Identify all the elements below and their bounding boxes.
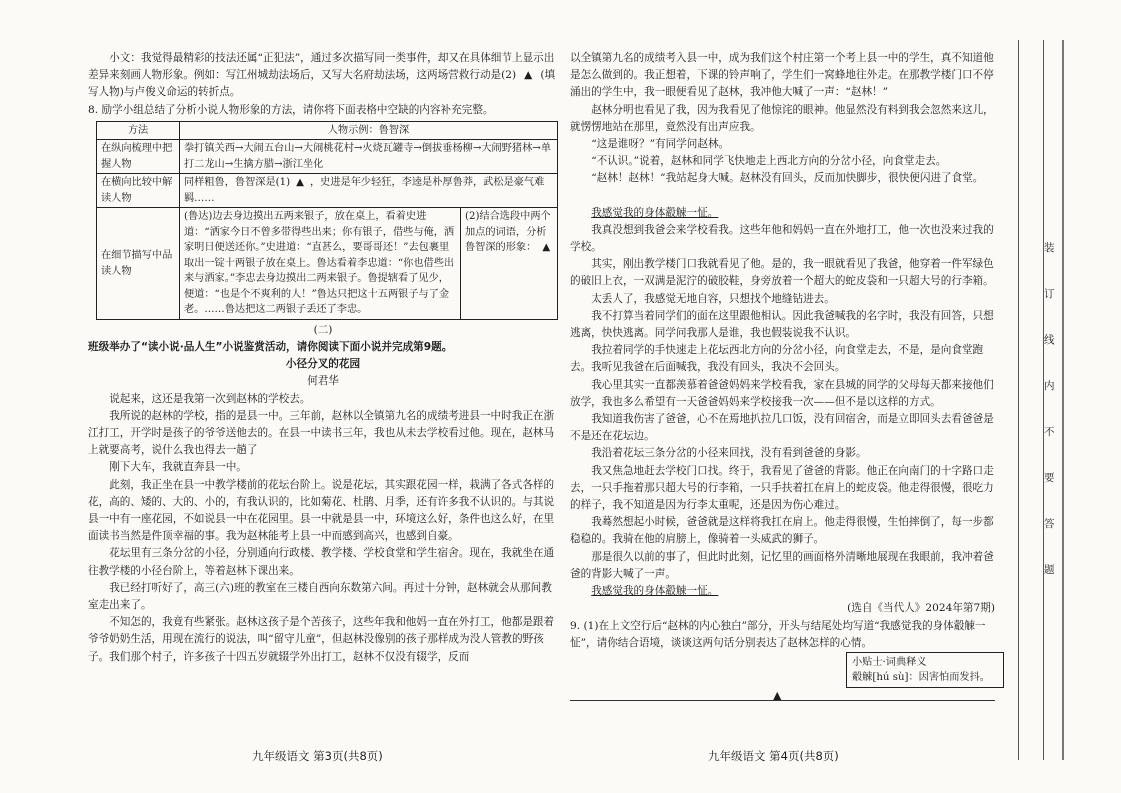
method-table xyxy=(96,121,558,320)
blank-line xyxy=(570,188,995,205)
story-paragraph: 我又焦急地赶去学校门口找。终于，我看见了爸爸的背影。他正在向南门的十字路口走去，一只手拖着那只超大号的行李箱，一只手扶着扛在肩上的蛇皮袋。他走得很慢，很吃力的样子，我不知道是因为行李太重呢，还是因为伤心难过。 xyxy=(570,464,994,512)
question-9-intro: 班级举办了“读小说·品人生”小说鉴赏活动，请你阅读下面小说并完成第9题。 xyxy=(88,341,453,354)
story-paragraph: 不知怎的，我竟有些紧张。赵林这孩子是个苦孩子，这些年我和他妈一直在外打工，他都是跟着爷爷奶奶生活，用现在流行的说法，叫“留守儿童”，但赵林没像别的孩子那样成为没人管教的野孩子。我们那个村子，许多孩子十四五岁就辍学外出打工，赵林不仅没有辍学，反而 xyxy=(88,616,555,663)
method-cell: 在纵向梳理中把握人物 xyxy=(97,140,180,174)
page4-column xyxy=(570,50,995,652)
story-paragraph: 我已经打听好了，高三(六)班的教室在三楼自西向东数第六间。再过十分钟，赵林就会从那间教室走出来了。 xyxy=(88,581,552,612)
binding-label xyxy=(1044,240,1058,608)
story-paragraph: 我心里其实一直都羡慕着爸爸妈妈来学校看我，家在县城的同学的父母每天都来接他们放学，我也多么希望有一天爸爸妈妈来学校接我一次——但不是以这样的方式。 xyxy=(570,378,994,408)
table-header-cell: 人物示例：鲁智深 xyxy=(180,121,558,140)
page3-footer: 九年级语文 第3页(共8页) xyxy=(252,749,383,763)
blank-mark: ▲ xyxy=(524,69,533,82)
monologue-line: 我感觉我的身体觳觫一怔。 xyxy=(591,206,719,219)
binding-char: 不 xyxy=(1044,426,1055,438)
story-paragraph: 以全镇第九名的成绩考入县一中，成为我们这个村庄第一个考上县一中的学生，真不知道他是怎么做到的。我正想着，下课的铃声响了，学生们一窝蜂地往外走。在那教学楼门口不停涌出的学生中，我一眼便看见了赵林，我冲他大喊了一声：“赵林！” xyxy=(570,52,994,99)
binding-char: 线 xyxy=(1044,334,1055,346)
dictionary-tip-box xyxy=(846,652,1004,688)
story-paragraph: 我真没想到我爸会来学校看我。这些年他和妈妈一直在外地打工，他一次也没来过我的学校。 xyxy=(570,223,994,254)
table-row xyxy=(97,140,558,174)
story-paragraph: 刚下大车，我就直奔县一中。 xyxy=(109,461,247,474)
blank-mark: ▲ xyxy=(542,242,551,254)
table-header-cell: 方法 xyxy=(97,121,180,140)
page3-column xyxy=(88,50,558,666)
story-paragraph: 我所说的赵林的学校，指的是县一中。三年前，赵林以全镇第九名的成绩考进县一中时我正在浙江打工，开学时是孩子的爷爷送他去的。在县一中读书三年，我也从未去学校看过他。现在，赵林马上就要高考，说什么我也得去一趟了 xyxy=(88,409,555,457)
story-paragraph: 赵林分明也看见了我，因为我看见了他惊诧的眼神。他显然没有料到我会忽然来这儿，就愣愣地站在那里，竟然没有出声应我。 xyxy=(570,103,994,133)
story-paragraph: “赵林！赵林！”我站起身大喊。赵林没有回头，反而加快脚步，很快便闪进了食堂。 xyxy=(591,172,984,185)
story-paragraph: 此刻，我正坐在县一中教学楼前的花坛台阶上。说是花坛，其实跟花园一样，栽满了各式各样的花，高的、矮的、大的、小的，有我认识的，比如菊花、杜鹃、月季，还有许多我不认识的。与其说县一中有一座花园，不如说县一中在花园里。县一中就是县一中，环境这么好，条件也这么好，在里面读书当然是件顶幸福的事。我为赵林能考上县一中而感到高兴，也感到自豪。 xyxy=(88,478,555,543)
example-cell xyxy=(180,208,558,320)
section-label: (二) xyxy=(313,323,333,336)
story-paragraph: 我拉着同学的手快速走上花坛西北方向的分岔小径，向食堂走去，不是，是向食堂跑去。我听见我爸在后面喊我，我没有回头，我决不会回头。 xyxy=(570,344,984,374)
story-author: 何君华 xyxy=(307,375,339,388)
story-paragraph: 说起来，这还是我第一次到赵林的学校去。 xyxy=(109,392,311,405)
intro-text-1: 小文：我觉得最精彩的技法还属“正犯法”，通过多次描写同一类事件，却又在具体细节上显示出差异来刻画人物形象。例如：写江州城劫法场后，又写大名府劫法场，这两场营救行动是(2) ▲ (填写人物)与卢俊义命运的转折点。 xyxy=(88,52,556,99)
tip-title: 小贴士·词典释义 xyxy=(852,657,927,668)
binding-char: 订 xyxy=(1044,288,1055,300)
table-row xyxy=(97,208,558,320)
table-row xyxy=(97,174,558,208)
example-cell: 同样粗鲁，鲁智深是(1) ▲ ，史进是年少轻狂，李逵是朴厚鲁莽，武松是豪气难羁…… xyxy=(180,174,558,208)
binding-strip xyxy=(1018,40,1044,760)
story-title: 小径分叉的花园 xyxy=(285,358,361,371)
story-paragraph: 我沿着花坛三条分岔的小径来回找，没有看到爸爸的身影。 xyxy=(591,447,867,460)
question-8: 8. 励学小组总结了分析小说人物形象的方法，请你将下面表格中空缺的内容补充完整。 xyxy=(88,103,494,116)
answer-blank-mark: ▲ xyxy=(773,689,782,702)
page-edge xyxy=(1062,40,1064,760)
binding-char: 答 xyxy=(1044,518,1055,530)
story-paragraph: 那是很久以前的事了，但此时此刻，记忆里的画面格外清晰地展现在我眼前，我冲着爸爸的背影大喊了一声。 xyxy=(570,550,994,580)
answer-line xyxy=(570,700,995,701)
subquestion-text: (2)结合选段中两个加点的词语，分析鲁智深的形象： ▲ xyxy=(460,208,557,319)
story-paragraph: 我知道我伤害了爸爸，心不在焉地扒拉几口饭，没有回宿舍，而是立即回头去看爸爸是不是还在花坛边。 xyxy=(570,413,994,443)
story-paragraph: 花坛里有三条分岔的小径，分别通向行政楼、教学楼、学校食堂和学生宿舍。现在，我就坐在通往教学楼的小径台阶上，等着赵林下课出来。 xyxy=(88,547,555,577)
story-paragraph: 我蓦然想起小时候，爸爸就是这样将我扛在肩上。他走得很慢，生怕摔倒了，每一步都稳稳的。我骑在他的肩膀上，像骑着一头威武的狮子。 xyxy=(570,516,994,546)
method-cell: 在细节描写中品读人物 xyxy=(97,208,180,320)
story-paragraph: 其实，刚出教学楼门口我就看见了他。是的，我一眼就看见了我爸，他穿着一件军绿色的破旧上衣，一双满是泥泞的破胶鞋，身旁放着一个超大的蛇皮袋和一只超大号的行李箱。 xyxy=(570,258,994,288)
example-cell: 拳打镇关西→大闹五台山→大闹桃花村→火烧瓦罐寺→倒拔垂杨柳→大闹野猪林→单打二龙山→生擒方腊→浙江坐化 xyxy=(180,140,558,174)
method-cell: 在横向比较中解读人物 xyxy=(97,174,180,208)
story-paragraph: 我不打算当着同学们的面在这里跟他相认。因此我爸喊我的名字时，我没有回答，只想逃离，快快逃离。同学问我那人是谁，我也假装说我不认识。 xyxy=(570,309,994,340)
source-note: (选自《当代人》2024年第7期) xyxy=(847,602,995,615)
binding-char: 装 xyxy=(1044,242,1055,254)
monologue-line: 我感觉我的身体觳觫一怔。 xyxy=(591,585,719,598)
story-paragraph: “这是谁呀？”有同学问赵林。 xyxy=(591,138,730,151)
blank-mark: ▲ xyxy=(296,177,304,189)
binding-char: 要 xyxy=(1044,472,1055,484)
quote-text: (鲁达)边去身边摸出五两来银子，放在桌上，看着史进道：“洒家今日不曾多带得些出来；你有银子，借些与俺，洒家明日便送还你。”史进道：“直甚么，要哥哥还！”去包裹里取出一锭十两银子放在桌上。鲁达看着李忠道：“你也借些出来与洒家。”李忠去身边摸出二两来银子。鲁提辖看了见少，便道：“也是个不爽利的人！”鲁达只把这十五两银子与了金老。……鲁达把这二两银子丢还了李忠。 xyxy=(184,211,455,316)
tip-body: 觳觫[hú sù]：因害怕而发抖。 xyxy=(852,672,990,683)
binding-char: 内 xyxy=(1044,380,1055,392)
binding-char: 题 xyxy=(1044,564,1055,576)
story-paragraph: 太丢人了，我感觉无地自容，只想找个地缝钻进去。 xyxy=(591,292,835,305)
table-header-row xyxy=(97,121,558,140)
story-paragraph: “不认识。”说着，赵林和同学飞快地走上西北方向的分岔小径，向食堂走去。 xyxy=(591,155,947,168)
page4-footer: 九年级语文 第4页(共8页) xyxy=(708,749,839,763)
question-9: 9. (1)在上文空行后“赵林的内心独白”部分，开头与结尾处均写道“我感觉我的身体觳觫一怔”，请你结合语境，谈谈这两句话分别表达了赵林怎样的心情。 xyxy=(570,619,986,649)
